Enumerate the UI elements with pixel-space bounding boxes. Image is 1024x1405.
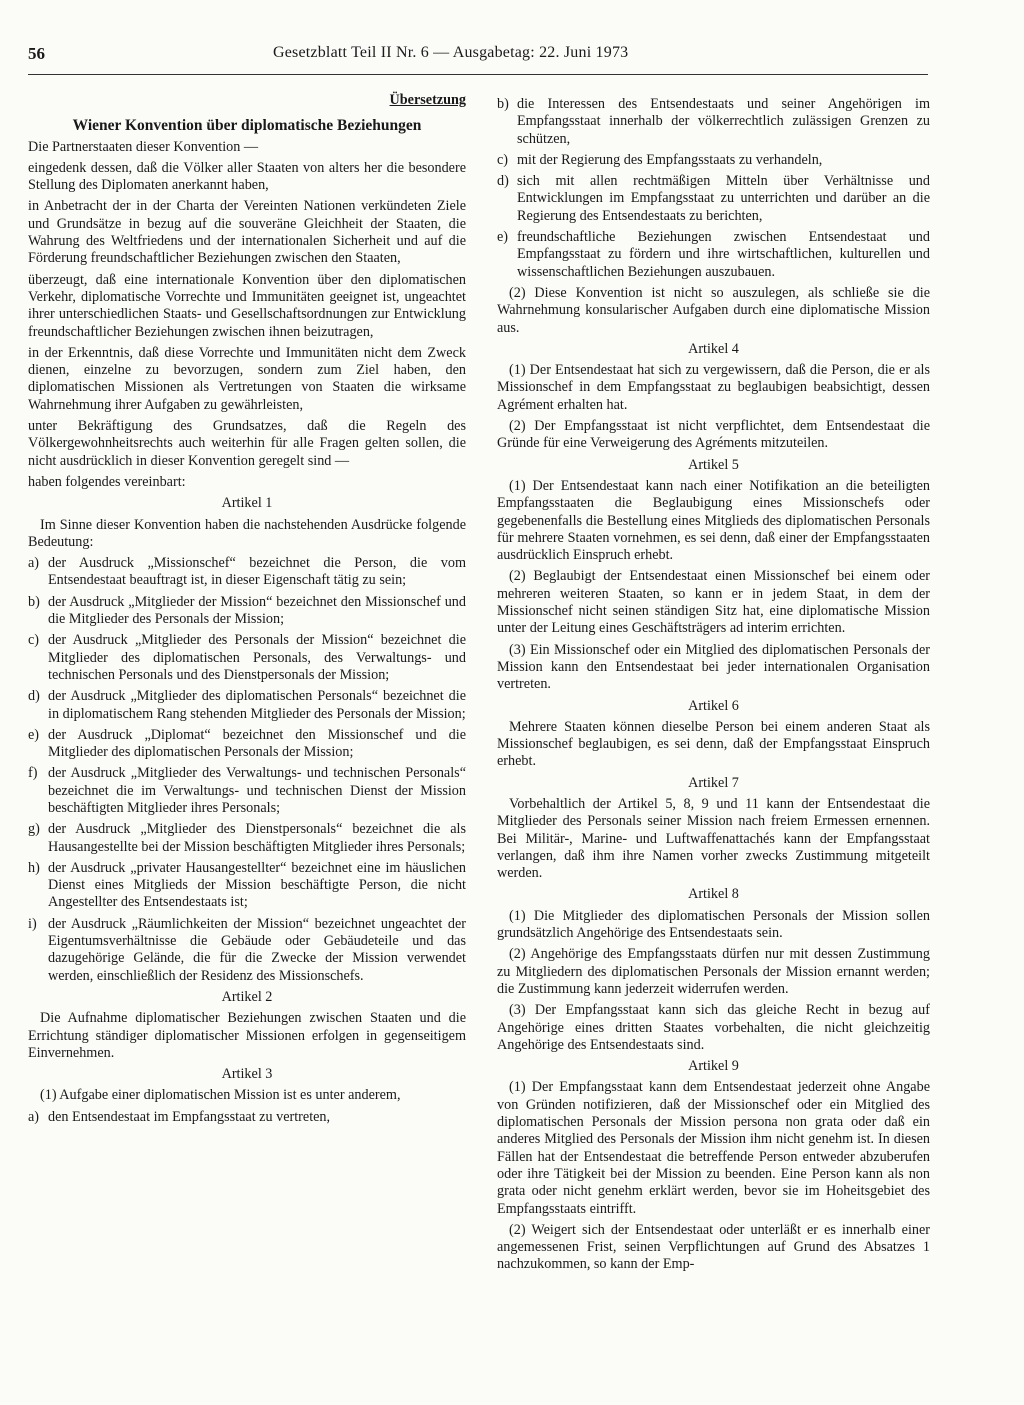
paragraph: (2) Beglaubigt der Entsendestaat einen Missionschef bei einem oder mehreren weiteren Staaten, so kann er in jedem Staat, in dem der Missionschef nicht seinen ständigen Sitz hat, eine diplomatische Mission unter der Leitung eines Geschäftsträgers ad interim errichten. [497,568,930,637]
list-item-text: der Ausdruck „Missionschef“ bezeichnet die Person, die vom Entsendestaat beauftragt ist, in dieser Eigenschaft tätig zu sein; [48,555,466,589]
list-item-text: der Ausdruck „Diplomat“ bezeichnet den Missionschef und die Mitglieder des diplomatischen Personals der Mission; [48,726,466,761]
list-item [497,229,930,281]
page-number: 56 [28,44,45,63]
paragraph: Die Aufnahme diplomatischer Beziehungen zwischen Staaten und die Errichtung ständiger diplomatischer Missionen erfolgen in gegenseitigem Einvernehmen. [28,1010,466,1061]
list-item-text: freundschaftliche Beziehungen zwischen Entsendestaat und Empfangsstaat zu fördern und ihre wirtschaftlichen, kulturellen und wissenschaftlichen Beziehungen auszubauen. [517,229,930,280]
paragraph: Mehrere Staaten können dieselbe Person bei einem anderen Staat als Missionschef beglaubigen, es sei denn, daß der Empfangsstaat Einspruch erhebt. [497,718,930,770]
paragraph: überzeugt, daß eine internationale Konvention über den diplomatischen Verkehr, diplomatische Vorrechte und Immunitäten geeignet ist, ungeachtet ihrer unterschiedlichen Staats- und Gesellschaftsordnungen zur Entwicklung freundschaftlicher Beziehungen zwischen ihnen beizutragen, [28,271,466,340]
list-item-marker: h) [28,859,40,876]
translation-label: Übersetzung [389,92,466,108]
paragraph: (1) Der Entsendestaat hat sich zu vergewissern, daß die Person, die er als Missionschef in dem Empfangsstaat zu beglaubigen beabsichtigt, dessen Agrément erhalten hat. [497,362,930,413]
article-heading: Artikel 1 [221,495,273,512]
list-item-text: der Ausdruck „Mitglieder des diplomatischen Personals“ bezeichnet die in diplomatischem Rang stehenden Mitglieder des Personals der Mission; [48,688,466,722]
list-item [28,727,466,762]
article-heading: Artikel 5 [688,456,739,473]
article-heading: Artikel 4 [688,340,739,357]
list-item [28,594,466,629]
list-item [497,152,930,169]
list-item [28,916,466,985]
list-item-text: der Ausdruck „Mitglieder der Mission“ bezeichnet den Missionschef und die Mitglieder des Personals der Mission; [48,593,466,628]
list-item-text: der Ausdruck „Mitglieder des Dienstpersonals“ bezeichnet die als Hausangestellte bei der Mission beschäftigten Mitglieder ihres Personals; [48,821,466,855]
article-heading: Artikel 9 [688,1058,739,1075]
article-heading: Artikel 8 [688,886,739,903]
paragraph: (2) Diese Konvention ist nicht so auszulegen, als schließe sie die Wahrnehmung konsularischer Aufgaben durch eine diplomatische Mission aus. [497,284,930,336]
page-header [28,44,928,75]
list-item-marker: e) [28,726,40,743]
article-heading: Artikel 3 [221,1066,273,1083]
list-item-marker: i) [28,915,37,932]
list-item-text: den Entsendestaat im Empfangsstaat zu vertreten, [48,1108,331,1125]
paragraph: haben folgendes vereinbart: [28,473,186,490]
paragraph: (1) Die Mitglieder des diplomatischen Personals der Mission sollen grundsätzlich Angehörige des Entsendestaats sein. [497,907,930,942]
paragraph: (2) Angehörige des Empfangsstaats dürfen nur mit dessen Zustimmung zu Mitgliedern des diplomatischen Personals der Mission ernannt werden; die Zustimmung kann jederzeit widerrufen werden. [497,946,930,997]
list-item-text: der Ausdruck „Räumlichkeiten der Mission“ bezeichnet ungeachtet der Eigentumsverhältnisse die Gebäude oder Gebäudeteile und das dazugehörige Gelände, die für die Zwecke der Mission verwendet werden, einschließlich der Residenz des Missionschefs. [48,915,466,984]
left-text-column [28,92,466,1126]
paragraph: unter Bekräftigung des Grundsatzes, daß die Regeln des Völkergewohnheitsrechts auch weiterhin für alle Fragen gelten sollen, die nicht ausdrücklich in dieser Konvention geregelt sind — [28,418,466,469]
list-item [28,632,466,684]
list-item [28,688,466,723]
list-item [28,860,466,912]
paragraph: Vorbehaltlich der Artikel 5, 8, 9 und 11 kann der Entsendestaat die Mitglieder des Personals seiner Mission nach freiem Ermessen ernennen. Bei Militär-, Marine- und Luftwaffenattachés kann der Empfangsstaat verlangen, daß ihm ihre Namen vorher zwecks Zustimmung mitgeteilt werden. [497,795,930,882]
list-item-marker: b) [497,96,509,112]
paragraph: in Anbetracht der in der Charta der Vereinten Nationen verkündeten Ziele und Grundsätze in bezug auf die souveräne Gleichheit der Staaten, die Wahrung des Weltfriedens und der internationalen Sicherheit und auf die Förderung freundschaftlicher Beziehungen zwischen den Staaten, [28,198,466,267]
paragraph: Im Sinne dieser Konvention haben die nachstehenden Ausdrücke folgende Bedeutung: [28,516,466,550]
article-heading: Artikel 7 [688,774,739,791]
list-item-marker: c) [28,632,40,649]
list-item-marker: a) [28,555,40,572]
paragraph: eingedenk dessen, daß die Völker aller Staaten von alters her die besondere Stellung des Diplomaten anerkannt haben, [28,159,466,194]
paragraph: (1) Aufgabe einer diplomatischen Mission ist es unter anderem, [40,1087,401,1104]
paragraph: (1) Der Entsendestaat kann nach einer Notifikation an die beteiligten Empfangsstaaten die Beglaubigung eines Missionschefs oder gegebenenfalls die Bestellung eines Mitglieds des diplomatischen Personals für mehrere Staaten vornehmen, es sei denn, daß einer der Empfangsstaaten ausdrücklich Einspruch erhebt. [497,477,930,564]
paragraph: (3) Der Empfangsstaat kann sich das gleiche Recht in bezug auf Angehörige eines dritten Staates vorbehalten, die nicht gleichzeitig Angehörige des Entsendestaats sind. [497,1002,930,1053]
list-item-text: der Ausdruck „Mitglieder des Verwaltungs- und technischen Personals“ bezeichnet die im Verwaltungs- und technischen Dienst der Mission beschäftigten Mitglieder ihres Personals; [48,765,466,816]
list-item [28,821,466,856]
gazette-header-title: Gesetzblatt Teil II Nr. 6 — Ausgabetag: 22. Juni 1973 [273,44,629,61]
right-text-column [497,92,930,1274]
list-item-marker: c) [497,151,509,168]
list-item [28,555,466,590]
article-heading: Artikel 6 [688,697,739,714]
list-item-text: der Ausdruck „Mitglieder des Personals der Mission“ bezeichnet die Mitglieder des diplomatischen Personals, des Verwaltungs- und technischen Personals und des Dienstpersonals der Mission; [48,632,466,683]
paragraph: (3) Ein Missionschef oder ein Mitglied des diplomatischen Personals der Mission kann den Entsendestaat bei jeder internationalen Organisation vertreten. [497,641,930,693]
paragraph: (2) Der Empfangsstaat ist nicht verpflichtet, dem Entsendestaat die Gründe für eine Verweigerung des Agréments mitzuteilen. [497,418,930,452]
list-item-marker: e) [497,229,509,246]
list-item-marker: g) [28,821,40,838]
list-item-text: die Interessen des Entsendestaats und seiner Angehörigen im Empfangsstaat innerhalb der völkerrechtlich zulässigen Grenzen zu schützen, [517,96,930,147]
paragraph: (1) Der Empfangsstaat kann dem Entsendestaat jederzeit ohne Angabe von Gründen notifizieren, daß der Missionschef oder ein Mitglied des diplomatischen Personals der Mission persona non grata oder daß ein anderes Mitglied des Personals der Mission ihm nicht genehm ist. In diesen Fällen hat der Entsendestaat die betreffende Person entweder abzuberufen oder ihre Tätigkeit bei der Mission zu beenden. Eine Person kann als non grata oder nicht genehm erklärt werden, bevor sie im Hoheitsgebiet des Empfangsstaats eintrifft. [497,1079,930,1217]
list-item-marker: f) [28,765,38,782]
paragraph: Die Partnerstaaten dieser Konvention — [28,138,259,155]
list-item [28,765,466,817]
list-item-text: mit der Regierung des Empfangsstaats zu verhandeln, [517,151,823,168]
list-item-marker: a) [28,1108,40,1125]
list-item-marker: d) [497,173,509,190]
list-item [497,96,930,148]
document-title: Wiener Konvention über diplomatische Beziehungen [72,117,422,135]
list-item-text: sich mit allen rechtmäßigen Mitteln über Verhältnisse und Entwicklungen im Empfangsstaat zu unterrichten und darüber an die Regierung des Entsendestaats zu berichten, [517,173,930,224]
paragraph: (2) Weigert sich der Entsendestaat oder unterläßt er es innerhalb einer angemessenen Frist, seinen Verpflichtungen auf Grund des Absatzes 1 nachzukommen, so kann der Emp- [497,1221,930,1273]
list-item-text: der Ausdruck „privater Hausangestellter“ bezeichnet eine im häuslichen Dienst eines Mitglieds der Mission beschäftigte Person, die nicht Angestellter des Entsendestaats ist; [48,859,466,911]
article-heading: Artikel 2 [221,988,273,1005]
paragraph: in der Erkenntnis, daß diese Vorrechte und Immunitäten nicht dem Zweck dienen, einzelne zu bevorzugen, sondern zum Ziel haben, den diplomatischen Missionen als Vertretungen von Staaten die wirksame Wahrnehmung ihrer Aufgaben zu gewährleisten, [28,344,466,413]
list-item [497,173,930,225]
list-item-marker: d) [28,688,40,705]
list-item [28,1109,466,1126]
list-item-marker: b) [28,593,40,610]
